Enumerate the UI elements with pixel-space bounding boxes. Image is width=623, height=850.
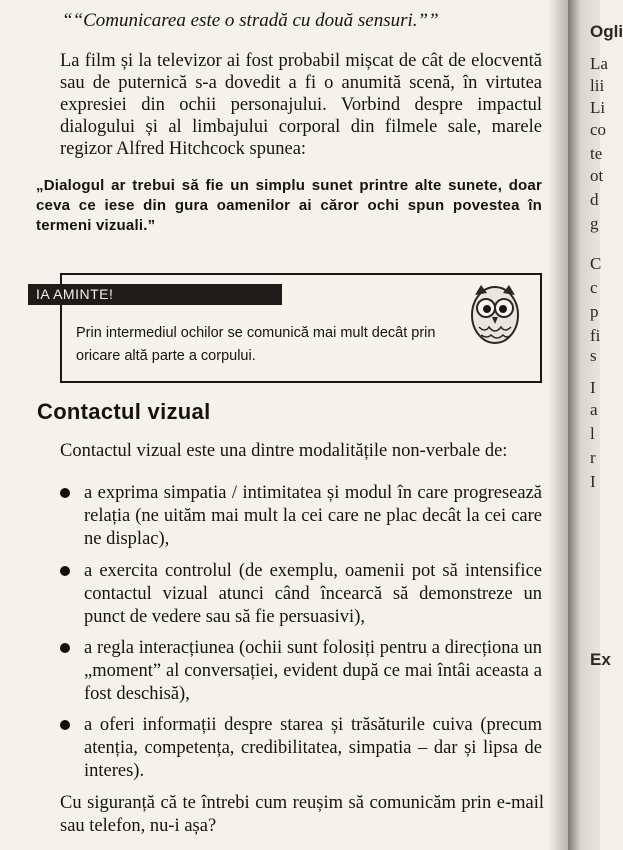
adjacent-page-edge xyxy=(568,0,623,850)
adjacent-page-fragment: ot xyxy=(590,166,604,185)
adjacent-page-fragment: lii xyxy=(590,76,605,95)
list-item-text: a exercita controlul (de exemplu, oamenii pot să intensifice contactul vizual atunci când încearcă să demonstreze un punct de vedere sau să fie persuasivi), xyxy=(84,561,542,627)
lead-paragraph: Contactul vizual este una dintre modalitățile non-verbale de: xyxy=(60,441,508,461)
adjacent-page-fragment: Ogli xyxy=(590,22,623,41)
list-item xyxy=(60,560,542,630)
hitchcock-quote: „Dialogul ar trebui să fie un simplu sunet printre alte sunete, doar ceva ce iese din gura oamenilor ai căror ochi spun povestea în termeni vizuali.” xyxy=(36,177,542,234)
adjacent-page-fragment: te xyxy=(590,144,603,163)
adjacent-page-fragment: Li xyxy=(590,98,606,117)
callout-label: IA AMINTE! xyxy=(28,284,282,305)
adjacent-page-fragment: r xyxy=(590,448,596,467)
list-item xyxy=(60,714,542,784)
list-item-text: a regla interacțiunea (ochii sunt folosiți pentru a direcționa un „moment” al conversației, evident după ce mai întâi aceasta a fost deschisă), xyxy=(84,638,542,704)
adjacent-page-fragment: La xyxy=(590,54,608,73)
adjacent-page-fragment: I xyxy=(590,378,596,397)
adjacent-page-fragment: s xyxy=(590,346,597,365)
adjacent-page-fragment: a xyxy=(590,400,598,419)
closing-paragraph: Cu siguranță că te întrebi cum reușim să comunicăm prin e-mail sau telefon, nu-i așa? xyxy=(60,793,544,836)
opening-quote-heading: ““Comunicarea este o stradă cu două sensuri.”” xyxy=(62,10,439,31)
list-item xyxy=(60,637,542,707)
intro-paragraph: La film și la televizor ai fost probabil mișcat de cât de elocventă sau de puternică s-a dovedit a fi o anumită scenă, în virtutea expresiei din ochii personajului. Vorbind despre impactul dialogului și al limbajului corporal din filmele sale, marele regizor Alfred Hitchcock spunea: xyxy=(60,51,542,159)
adjacent-page-fragment: d xyxy=(590,190,599,209)
bullet-icon xyxy=(60,488,70,498)
adjacent-page-fragment: co xyxy=(590,120,607,139)
list-item xyxy=(60,482,542,552)
adjacent-page-fragment: l xyxy=(590,424,595,443)
page-spine-shadow xyxy=(548,0,568,850)
list-item-text: a exprima simpatia / intimitatea și modul în care progresează relația (ne uităm mai mult la cei care ne plac decât la cei care ne displac), xyxy=(84,483,542,549)
adjacent-page-fragment: c xyxy=(590,278,598,297)
adjacent-page-fragment: p xyxy=(590,302,599,321)
adjacent-page-fragment: fi xyxy=(590,326,601,345)
callout-text: Prin intermediul ochilor se comunică mai mult decât prin oricare altă parte a corpului. xyxy=(76,325,436,364)
adjacent-page-fragment: g xyxy=(590,214,599,233)
adjacent-page-fragment: Ex xyxy=(590,650,611,669)
owl-icon xyxy=(469,281,521,345)
bullet-icon xyxy=(60,643,70,653)
bullet-icon xyxy=(60,566,70,576)
adjacent-page-fragment: I xyxy=(590,472,596,491)
section-heading: Contactul vizual xyxy=(37,399,211,424)
adjacent-page-fragment: C xyxy=(590,254,602,273)
bullet-icon xyxy=(60,720,70,730)
list-item-text: a oferi informații despre starea și trăsăturile cuiva (precum atenția, competența, credibilitatea, simpatia – dar și lipsa de interes). xyxy=(84,715,542,781)
